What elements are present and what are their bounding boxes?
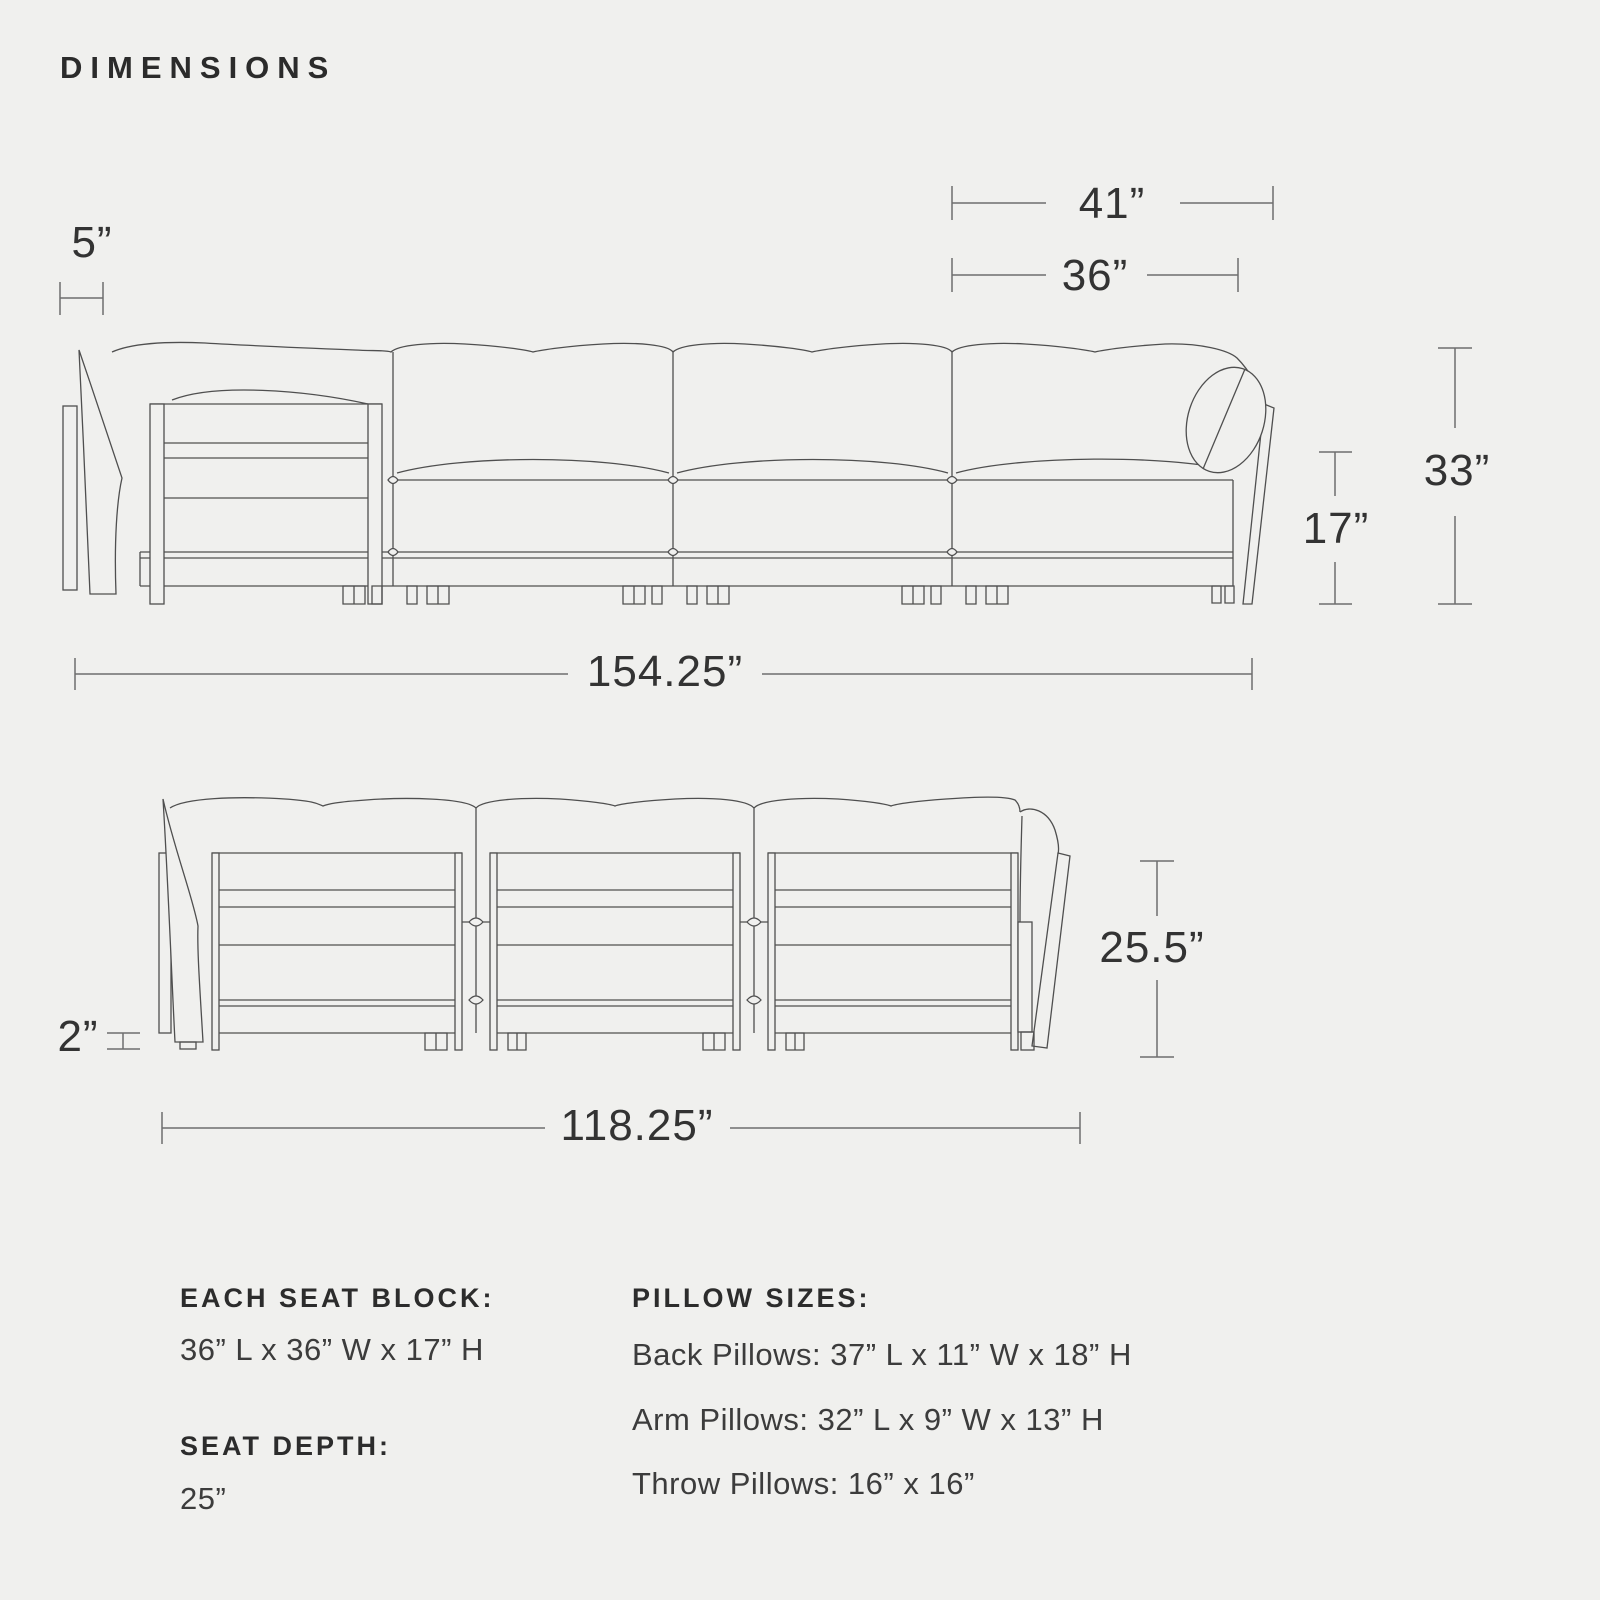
side-back-cushions-outline xyxy=(112,342,1265,404)
spec-seat-block-heading: EACH SEAT BLOCK: xyxy=(180,1283,495,1313)
side-view-legs xyxy=(343,586,1234,604)
dim-label-overall-height: 33” xyxy=(1423,446,1491,495)
dim-label-back-width: 118.25” xyxy=(560,1101,714,1150)
side-corner-wedge-arm xyxy=(79,350,122,594)
spec-arm-pillows: Arm Pillows: 32” L x 9” W x 13” H xyxy=(632,1402,1104,1437)
side-corner-frame-stile-right xyxy=(368,404,382,604)
back-left-arm-foot xyxy=(180,1042,196,1049)
back-right-arm-wedge xyxy=(1032,853,1070,1048)
back-view-legs xyxy=(425,1033,804,1050)
dim-label-seat-module: 36” xyxy=(1061,251,1129,300)
side-view-drawing xyxy=(63,342,1279,604)
back-module-gap-details xyxy=(462,808,768,1033)
dim-label-back-height: 25.5” xyxy=(1099,923,1205,972)
page-title: DIMENSIONS xyxy=(60,50,337,85)
spec-seat-depth-value: 25” xyxy=(180,1481,227,1516)
side-platform-lines xyxy=(140,480,1233,586)
spec-seat-depth-heading: SEAT DEPTH: xyxy=(180,1431,392,1461)
dim-label-seat-with-arm: 41” xyxy=(1078,179,1146,228)
dim-label-leg-height: 2” xyxy=(57,1012,99,1061)
side-corner-inner-cushion xyxy=(172,390,368,404)
back-view-drawing xyxy=(159,797,1070,1050)
side-corner-outer-panel xyxy=(63,406,77,590)
side-corner-frame-stile-left xyxy=(150,404,164,604)
spec-back-pillows: Back Pillows: 37” L x 11” W x 18” H xyxy=(632,1337,1132,1372)
spec-pillow-sizes-heading: PILLOW SIZES: xyxy=(632,1283,871,1313)
dim-label-overall-length: 154.25” xyxy=(586,647,744,696)
back-cushions-outline xyxy=(170,797,1020,812)
dim-label-arm-width: 5” xyxy=(71,218,113,267)
dim-label-seat-height: 17” xyxy=(1302,504,1370,553)
dim-line-leg-height xyxy=(107,1033,140,1049)
spec-throw-pillows: Throw Pillows: 16” x 16” xyxy=(632,1466,975,1501)
side-seat-cushions xyxy=(397,459,1229,473)
side-corner-frame-rails xyxy=(150,404,382,498)
dim-line-arm-width xyxy=(60,282,103,315)
spec-seat-block-value: 36” L x 36” W x 17” H xyxy=(180,1332,484,1367)
back-right-arm-panel xyxy=(1018,922,1032,1032)
back-frame-modules xyxy=(212,853,1018,1050)
